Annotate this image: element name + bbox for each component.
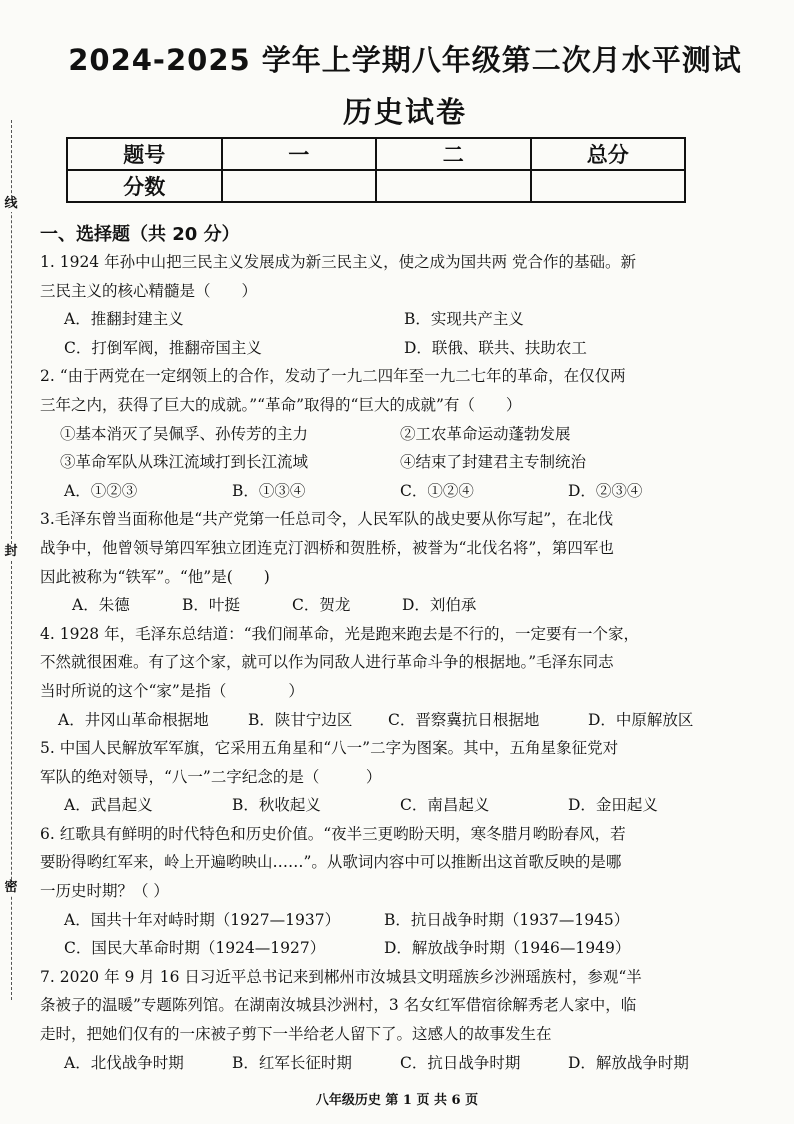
option-row	[40, 305, 744, 334]
option-c: C．抗日战争时期	[400, 1053, 521, 1072]
question-stem-line: 7. 2020 年 9 月 16 日习近平总书记来到郴州市汝城县文明瑶族乡沙洲瑶族村，参观“半	[40, 967, 642, 986]
option-b: B．秋收起义	[232, 796, 321, 815]
question-stem-line: 要盼得哟红军来，岭上开遍哟映山……”。从歌词内容中可以推断出这首歌反映的是哪	[40, 853, 622, 872]
option-row	[40, 591, 744, 620]
binding-line	[11, 120, 12, 1000]
option-b: B．抗日战争时期（1937—1945）	[384, 910, 630, 929]
question-stem-line: 2. “由于两党在一定纲领上的合作，发动了一九二四年至一九二七年的革命，在仅仅两	[40, 367, 626, 386]
question-stem-line: 1. 1924 年孙中山把三民主义发展成为新三民主义，使之成为国共两 党合作的基础。新	[40, 253, 637, 271]
question-stem-line: 4. 1928 年，毛泽东总结道：“我们闹革命，光是跑来跑去是不行的，一定要有一个家，	[40, 624, 640, 643]
option-b: B．陕甘宁边区	[248, 710, 353, 729]
option-a: A．北伐战争时期	[64, 1053, 184, 1072]
option-a: A．井冈山革命根据地	[58, 710, 209, 729]
question-2	[40, 362, 744, 505]
option-d: D．解放战争时期（1946—1949）	[384, 939, 631, 958]
option-c: C．南昌起义	[400, 796, 490, 815]
question-4	[40, 620, 744, 734]
option-row	[40, 1049, 744, 1078]
question-content	[40, 222, 744, 1077]
option-d: D．联俄、联共、扶助农工	[404, 338, 587, 357]
score-cell: 题号	[67, 138, 222, 170]
question-stem-line: 6. 红歌具有鲜明的时代特色和历史价值。“夜半三更哟盼天明，寒冬腊月哟盼春风，若	[40, 824, 626, 843]
question-stem-line: 三民主义的核心精髓是（ ）	[40, 281, 258, 300]
option-d: D．金田起义	[568, 796, 658, 815]
option-d: D．刘伯承	[402, 596, 477, 615]
option-row	[40, 934, 744, 963]
score-table	[66, 137, 686, 203]
option-row	[40, 906, 744, 935]
option-c: C．晋察冀抗日根据地	[388, 710, 540, 729]
option-b: B．叶挺	[182, 596, 240, 615]
question-stem-line: 战争中，他曾领导第四军独立团连克汀泗桥和贺胜桥，被誉为“北伐名将”，第四军也	[40, 538, 614, 557]
statement-row	[40, 420, 744, 449]
option-a: A．推翻封建主义	[64, 310, 184, 329]
option-row	[40, 791, 744, 820]
question-1	[40, 248, 744, 362]
question-stem-line: 5. 中国人民解放军军旗，它采用五角星和“八一”二字为图案。其中，五角星象征党对	[40, 739, 619, 758]
score-entry-cell[interactable]	[222, 170, 377, 202]
statement-item: ④结束了封建君主专制统治	[400, 453, 587, 472]
binding-mark-mi: 密	[4, 880, 18, 895]
score-cell: 一	[222, 138, 377, 170]
binding-mark-feng: 封	[4, 544, 18, 559]
option-a: A．①②③	[64, 481, 138, 500]
score-table-header-row	[67, 138, 685, 170]
option-row	[40, 706, 744, 735]
exam-title: 2024-2025 学年上学期八年级第二次月水平测试	[68, 43, 742, 77]
option-c: C．贺龙	[292, 596, 351, 615]
question-stem-line: 当时所说的这个“家”是指（ ）	[40, 681, 304, 700]
option-b: B．实现共产主义	[404, 310, 524, 329]
score-entry-cell[interactable]	[376, 170, 531, 202]
option-b: B．红军长征时期	[232, 1053, 352, 1072]
statement-row	[40, 448, 744, 477]
option-row	[40, 334, 744, 363]
score-cell: 分数	[67, 170, 222, 202]
option-d: D．解放战争时期	[568, 1053, 689, 1072]
binding-mark-xian: 线	[4, 196, 18, 211]
exam-subtitle: 历史试卷	[342, 95, 467, 129]
option-c: C．国民大革命时期（1924—1927）	[64, 939, 326, 958]
score-table-score-row	[67, 170, 685, 202]
section-heading: 一、选择题（共 20 分）	[40, 224, 240, 245]
option-d: D．②③④	[568, 481, 643, 500]
question-5	[40, 734, 744, 820]
question-6	[40, 820, 744, 963]
option-c: C．①②④	[400, 481, 474, 500]
question-stem-line: 一历史时期？（ ）	[40, 882, 169, 901]
score-cell: 总分	[531, 138, 686, 170]
question-7	[40, 963, 744, 1077]
score-cell: 二	[376, 138, 531, 170]
statement-item: ③革命军队从珠江流域打到长江流域	[60, 453, 309, 472]
question-3	[40, 505, 744, 619]
option-c: C．打倒军阀，推翻帝国主义	[64, 338, 262, 357]
option-a: A．朱德	[72, 596, 130, 615]
question-stem-line: 走时，把她们仅有的一床被子剪下一半给老人留下了。这感人的故事发生在	[40, 1025, 552, 1044]
question-stem-line: 军队的绝对领导，“八一”二字纪念的是（ ）	[40, 767, 382, 786]
option-b: B．①③④	[232, 481, 306, 500]
option-row	[40, 477, 744, 506]
option-a: A．武昌起义	[64, 796, 153, 815]
question-stem-line: 因此被称为“铁军”。“他”是( )	[40, 567, 270, 586]
option-a: A．国共十年对峙时期（1927—1937）	[64, 910, 341, 929]
question-stem-line: 条被子的温暖”专题陈列馆。在湖南汝城县沙洲村，3 名女红军借宿徐解秀老人家中，临	[40, 996, 637, 1015]
option-d: D．中原解放区	[588, 710, 694, 729]
question-stem-line: 三年之内，获得了巨大的成就。”“革命”取得的“巨大的成就”有（ ）	[40, 395, 522, 414]
score-entry-cell[interactable]	[531, 170, 686, 202]
question-stem-line: 不然就很困难。有了这个家，就可以作为同敌人进行革命斗争的根据地。”毛泽东同志	[40, 653, 614, 672]
page-footer: 八年级历史 第 1 页 共 6 页	[315, 1093, 479, 1108]
statement-item: ①基本消灭了吴佩孚、孙传芳的主力	[60, 424, 309, 443]
statement-item: ②工农革命运动蓬勃发展	[400, 424, 571, 443]
question-stem-line: 3.毛泽东曾当面称他是“共产党第一任总司令，人民军队的战史要从你写起”，在北伐	[40, 510, 614, 529]
